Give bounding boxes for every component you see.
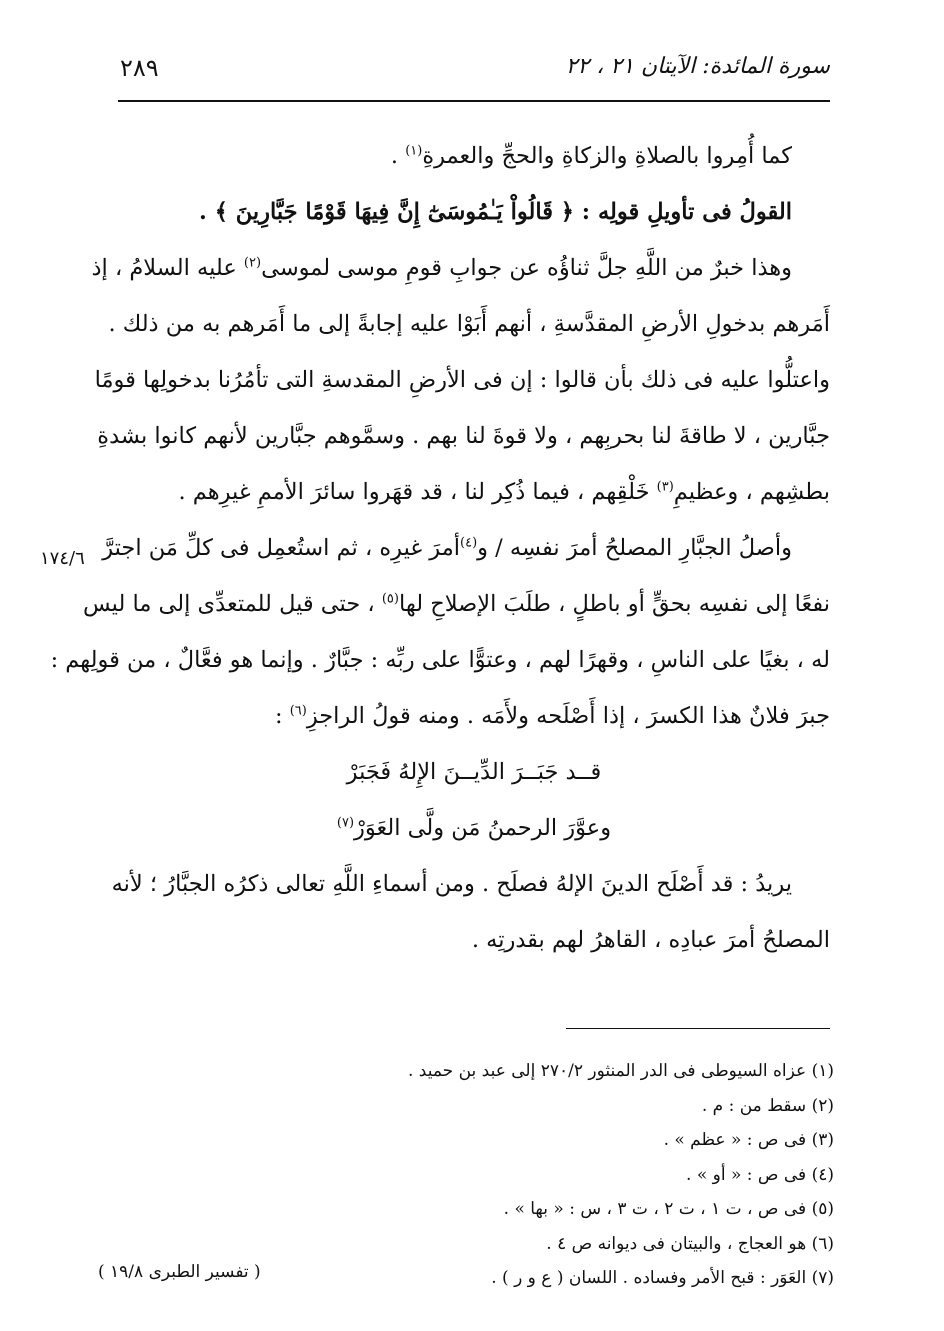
text-line: [102, 520, 830, 576]
footnote-marker: (٦): [289, 703, 307, 719]
footnote-marker: (١): [405, 143, 423, 159]
line-text: القولُ فى تأويلِ قولِه : ﴿ قَالُواْ يَـٰمُوسَىٰٓ إِنَّ فِيهَا قَوْمًا جَبَّارِينَ ﴾ .: [199, 199, 792, 225]
text-line: [118, 128, 830, 184]
verse-line: [118, 744, 830, 800]
text-line: [50, 632, 830, 688]
footnote-marker: (٧): [336, 815, 355, 831]
verse-line: [118, 800, 830, 856]
footnote: (٤) فى ص : « أو » .: [686, 1164, 834, 1185]
text-line: [108, 296, 830, 352]
line-text: وعوَّرَ الرحمنُ مَن ولَّى العَوَرْ: [354, 815, 612, 841]
margin-volume-page-note: ١٧٤/٦: [40, 548, 85, 569]
book-reference: ( تفسير الطبرى ١٩/٨ ): [98, 1262, 261, 1282]
footnote-marker: (٢): [243, 255, 262, 271]
footnote: (١) عزاه السيوطى فى الدر المنثور ٢٧٠/٢ إلى عبد بن حميد .: [407, 1061, 834, 1081]
line-text: كما أُمِروا بالصلاةِ والزكاةِ والحجِّ والعمرةِ: [422, 143, 792, 169]
header-rule: [118, 100, 830, 102]
page-header: [120, 48, 830, 92]
line-text: أَمَرهم بدخولِ الأرضِ المقدَّسةِ ، أنهم أَبَوْا عليه إجابةً إلى ما أَمَرهم به من ذلك .: [108, 311, 830, 337]
line-text: جبرَ فلانٌ هذا الكسرَ ، إذا أَصْلَحه ولأَمَه . ومنه قولُ الراجزِ: [306, 703, 830, 729]
line-text: بطشِهم ، وعظيمِ: [673, 479, 830, 505]
footnote-marker: (٣): [656, 479, 674, 495]
footnotes: [274, 1054, 834, 1296]
line-text: المصلحُ أمرَ عبادِه ، القاهرُ لهم بقدرتِه .: [471, 927, 830, 953]
footnote-rule: [566, 1028, 830, 1029]
text-line: [97, 408, 830, 464]
text-line: [118, 464, 830, 520]
footnote-marker: (٥): [381, 591, 399, 607]
line-text: وهذا خبرٌ من اللَّهِ جلَّ ثناؤُه عن جوابِ قومِ موسى لموسى: [261, 255, 792, 281]
line-text: له ، بغيًا على الناسِ ، وقهرًا لهم ، وعتوًّا على ربِّه : جبَّارٌ . وإنما هو فعَّالٌ ، من قولِهم :: [50, 647, 830, 673]
text-line: [111, 856, 830, 912]
text-line: [118, 184, 830, 240]
text-line: [118, 688, 830, 744]
line-text: واعتلُّوا عليه فى ذلك بأن قالوا : إن فى الأرضِ المقدسةِ التى تأمُرُنا بدخولِها قومًا: [94, 367, 830, 393]
footnote: (٥) فى ص ، ت ١ ، ت ٢ ، ت ٣ ، س : « بها » .: [503, 1199, 834, 1219]
line-text-continued: عليه السلامُ ، إذ: [91, 255, 244, 281]
line-text: قــد جَبَــرَ الدِّيــنَ الإِلهُ فَجَبَرْ: [346, 759, 602, 785]
text-line: [91, 240, 830, 296]
line-text: وأصلُ الجبَّارِ المصلحُ أمرَ نفسِه / و: [477, 535, 792, 561]
line-text: نفعًا إلى نفسِه بحقٍّ أو باطلٍ ، طلَبَ الإصلاحِ لها: [398, 591, 830, 617]
text-line: [94, 352, 830, 408]
line-text-continued: خَلْقِهم ، فيما ذُكِر لنا ، قد قهَروا سائرَ الأممِ غيرِهم .: [178, 479, 657, 505]
line-text-continued: .: [390, 143, 406, 169]
text-line: [118, 912, 830, 968]
footnote-marker: (٤): [460, 535, 478, 551]
footnote: (٣) فى ص : « عظم » .: [663, 1130, 834, 1150]
footnote: (٧) العَوَر : قبح الأمر وفساده . اللسان ( ع و ر ) .: [491, 1268, 834, 1288]
line-text-continued: ، حتى قيل للمتعدِّى إلى ما ليس: [82, 591, 382, 617]
line-text-continued: :: [274, 703, 290, 729]
line-text-continued: أمرَ غيرِه ، ثم استُعمِل فى كلِّ مَن اجترَّ: [102, 535, 460, 561]
footnote: (٦) هو العجاج ، والبيتان فى ديوانه ص ٤ .: [546, 1233, 834, 1254]
text-line: [82, 576, 830, 632]
footnote: (٢) سقط من : م .: [701, 1095, 834, 1116]
page-number: ٢٨٩: [120, 54, 159, 82]
line-text: يريدُ : قد أَصْلَح الدينَ الإلهُ فصلَح . ومن أسماءِ اللَّهِ تعالى ذكرُه الجبَّارُ ؛ لأنه: [111, 871, 792, 897]
running-title: سورة المائدة: الآيتان ٢١ ، ٢٢: [565, 54, 830, 79]
line-text: جبَّارين ، لا طاقةَ لنا بحربِهم ، ولا قوةَ لنا بهم . وسمَّوهم جبَّارين لأنهم كانوا بشدةِ: [97, 423, 830, 449]
